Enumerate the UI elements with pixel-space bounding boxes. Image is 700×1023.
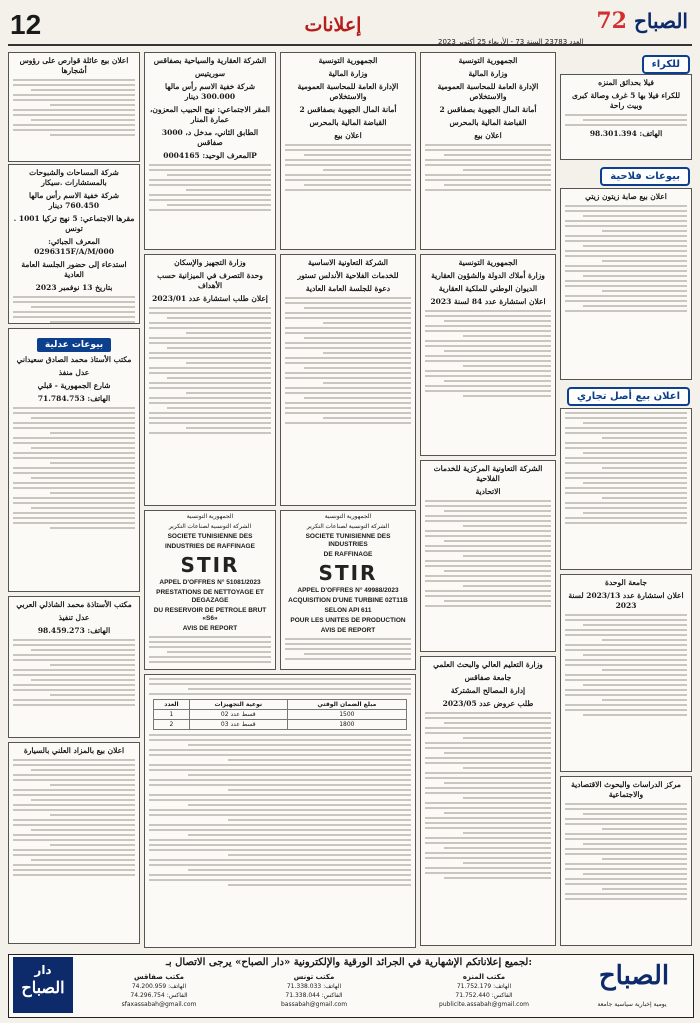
ad-line: المقر الاجتماعي: نهج الحبيب المعزون، عمارة المنار [150, 105, 270, 124]
page-header [8, 8, 692, 46]
ad-line: الاتحادية [475, 487, 501, 496]
ad-line: سوريتيس [195, 69, 225, 78]
ad-line: الشركة التونسية لصناعات التكرير [168, 524, 252, 530]
table-cell: 1 [154, 710, 190, 720]
ad-line: إدارة المصالح المشتركة [450, 686, 526, 695]
ad-line: الإدارة العامة للمحاسبة العمومية والاستخلاص [437, 82, 539, 101]
badge-line: دار [34, 963, 52, 977]
ad-line: وحدة التصرف في الميزانية حسب الأهداف [157, 271, 263, 290]
ad-stir-tender-2 [280, 510, 416, 670]
office-title: مكتب المنزه [462, 973, 506, 981]
ad-line: عدل منفذ [58, 368, 90, 377]
ad-line: أمانة المال الجهوية بصفاقس 2 [439, 105, 537, 114]
ad-line: دعوة للجلسة العامة العادية [305, 284, 391, 293]
office-email[interactable]: publicite.assabah@gmail.com [439, 1001, 529, 1008]
ad-line: وزارة التجهيز والإسكان [174, 258, 246, 267]
ad-line: اعلان استشارة عدد 84 لسنة 2023 [430, 297, 546, 306]
ad-line: المعرف الجبائي: 0296315F/A/M/000 [34, 237, 114, 256]
ad-line: القباضة المالية بالمحرس [309, 118, 387, 127]
ad-line: فيلا بحدائق المنزه [598, 78, 654, 87]
ad-car-auction [8, 742, 140, 944]
ad-line: DU RESERVOIR DE PETROLE BRUT «S6» [153, 607, 267, 622]
ad-line: للكراء فيلا بها 5 غرف وصالة كبرى وبيت راحة [572, 91, 680, 110]
ad-line: الجمهورية التونسية [186, 514, 234, 520]
ad-wahda-university [560, 574, 692, 772]
ad-finance-sale-2 [420, 52, 556, 250]
logo-text: الصباح [633, 9, 688, 33]
section-title: إعلانات [304, 15, 362, 36]
table-row [154, 710, 407, 720]
office-title: مكتب صفاقس [133, 973, 185, 981]
ad-line: اعلان بيع [334, 131, 362, 140]
ad-line: APPEL D'OFFRES N° 49988/2023 [297, 587, 399, 594]
ad-line: بتاريخ 13 نوفمبر 2023 [35, 283, 113, 292]
ad-line: الطابق الثاني، مدخل د، 3000 صفاقس [161, 128, 259, 147]
ad-line: الجمهورية التونسية [324, 514, 372, 520]
ad-line: وزارة التعليم العالي والبحث العلمي [433, 660, 543, 669]
ad-line: شركة خفية الاسم رأس مالها 300.000 دينار [165, 82, 255, 101]
column-4 [420, 52, 556, 870]
ad-business-sale [560, 408, 692, 570]
ad-line: DE RAFFINAGE [323, 551, 373, 558]
ad-line: APPEL D'OFFRES N° 51081/2023 [159, 579, 261, 586]
ad-line: الديوان الوطني للملكية العقارية [438, 284, 538, 293]
ad-research-center [560, 776, 692, 946]
office-phone: الهاتف: 71.752.179 [456, 983, 512, 990]
ad-line: الشركة التونسية لصناعات التكرير [306, 524, 390, 530]
ad-line: للخدمات الفلاحية الأندلس تستور [297, 271, 399, 280]
section-tag: بيوعات عدلية [37, 338, 111, 352]
column-5 [560, 52, 692, 870]
ad-central-cooperative [420, 460, 556, 652]
section-tag: اعلان بيع أصل تجاري [567, 387, 690, 406]
ad-line: اعلان بيع بالمزاد العلني بالسيارة [23, 746, 125, 755]
ad-line: القباضة المالية بالمحرس [449, 118, 527, 127]
office-phone: الهاتف: 71.338.033 [286, 983, 342, 990]
ad-line: وزارة أملاك الدولة والشؤون العقارية [431, 271, 545, 280]
ad-line: جامعة صفاقس [464, 673, 512, 682]
ad-land-registry [420, 254, 556, 456]
ad-line: مكتب الأستاذة محمد الشاذلي العربي [16, 600, 132, 609]
issue-line: العدد 23783 السنة 73 - الأربعاء 25 أكتوبر 2023 [438, 38, 584, 46]
ad-bailiff-notice [8, 596, 140, 738]
table-cell: 2 [154, 720, 190, 730]
table-cell: 1800 [287, 720, 406, 730]
dar-assabah-badge [13, 957, 73, 1013]
table-cell: قسط عدد 03 [189, 720, 287, 730]
ad-equipment-ministry [144, 254, 276, 506]
ad-line: الهاتف: 98.459.273 [37, 626, 111, 635]
ad-line: PRESTATIONS DE NETTOYAGE ET DEGAZAGE [156, 589, 264, 604]
ad-citrus-sale [8, 52, 140, 162]
office-email[interactable]: sfaxassabah@gmail.com [121, 1001, 197, 1008]
ad-line: الهاتف: 98.301.394 [589, 129, 663, 138]
ad-subtitle: شركة خفية الاسم رأس مالها 760.450 دينار [29, 191, 119, 210]
office-fax: الفاكس: 71.752.440 [455, 992, 513, 999]
ad-line: شارع الجمهورية - قبلي [37, 381, 111, 390]
office-title: مكتب تونس [293, 973, 335, 981]
ad-line: عدل تنفيذ [58, 613, 90, 622]
stir-logo-icon: STIR [180, 553, 240, 577]
office-tunis [239, 973, 389, 1009]
table-header: نوعية التجهيزات [189, 700, 287, 710]
ad-line: اعلان استشارة عدد 2023/13 لسنة 2023 [568, 591, 684, 610]
ad-line: الجمهورية التونسية [458, 56, 518, 65]
table-cell: 1500 [287, 710, 406, 720]
ad-line: وزارة المالية [468, 69, 508, 78]
ad-line: جامعة الوحدة [605, 578, 647, 587]
masthead-logo [583, 8, 688, 38]
ad-line: مقرها الاجتماعي: 5 نهج تركيا 1001 . تونس [13, 214, 135, 233]
ad-line: الشركة التعاونية الاساسية [307, 258, 389, 267]
table-cell: قسط عدد 02 [189, 710, 287, 720]
ad-sfax-university [420, 656, 556, 946]
section-tag: بيوعات فلاحية [600, 167, 690, 186]
ad-line: الشركة العقارية والسياحية بصفاقس [153, 56, 267, 65]
office-sfax [89, 973, 229, 1009]
ad-line: مركز الدراسات والبحوث الاقتصادية والاجتماعية [571, 780, 681, 799]
ad-line: مكتب الأستاذ محمد الصادق سعيداني [16, 355, 132, 364]
ad-line: الإدارة العامة للمحاسبة العمومية والاستخلاص [297, 82, 399, 101]
ad-line: وزارة المالية [328, 69, 368, 78]
ad-title: اعلان بيع عائلة قوارص على رؤوس أشجارها [19, 56, 129, 75]
table-header: مبلغ الضمان الوقتي [287, 700, 406, 710]
ad-line: أمانة المال الجهوية بصفاقس 2 [299, 105, 397, 114]
page-number: 12 [10, 9, 42, 40]
ad-line: إعلان طلب استشارة عدد 2023/01 [152, 294, 268, 303]
footer-headline: لجميع إعلاناتكم الإشهارية في الجرائد الورقية والإلكترونية «دار الصباح» يرجى الاتصال بـ: [165, 957, 533, 968]
ad-sikar-meeting [8, 164, 140, 324]
ad-title: شركة المساحات والشبوحات بالمستشارات .سيكار [29, 168, 119, 187]
ad-cooperative-meeting [280, 254, 416, 506]
ad-olive-sale [560, 188, 692, 380]
ad-procurement-table [144, 674, 416, 948]
office-menzah [399, 973, 569, 1009]
footer-logo: الصباح [598, 961, 670, 991]
footer-logo-subtitle: يومية إخبارية سياسية جامعة [597, 1001, 667, 1008]
office-fax: الفاكس: 74.296.754 [130, 992, 188, 999]
ad-judicial-sales [8, 328, 140, 592]
column-1 [8, 52, 140, 870]
logo-number: 72 [596, 8, 627, 34]
ad-line: INDUSTRIES DE RAFFINAGE [165, 543, 255, 550]
ad-line: طلب عروض عدد 2023/05 [442, 699, 534, 708]
ad-stir-tender-1 [144, 510, 276, 670]
guarantee-table [153, 699, 407, 730]
ad-line: الشركة التعاونية المركزية للخدمات الفلاحية [433, 464, 543, 483]
section-tag: للكراء [642, 55, 690, 74]
ad-line: SOCIETE TUNISIENNE DES [167, 533, 253, 540]
ad-line: اعلان بيع [474, 131, 502, 140]
ad-line: المعرف الوحيد: 0004165P [163, 151, 257, 160]
ad-villa-rent [560, 74, 692, 160]
ad-line: ACQUISITION D'UNE TURBINE 02T11B [288, 597, 408, 604]
footer-contact-bar [8, 954, 694, 1018]
ad-line: الهاتف: 71.784.753 [37, 394, 111, 403]
office-email[interactable]: bassabah@gmail.com [280, 1001, 348, 1008]
ad-line: SELON API 611 [324, 607, 372, 614]
badge-line: الصباح [21, 978, 65, 997]
ad-line: AVIS DE REPORT [182, 625, 238, 632]
ad-line: استدعاء إلى حضور الجلسة العامة العادية [21, 260, 127, 279]
ad-line: SOCIETE TUNISIENNE DES INDUSTRIES [305, 533, 391, 548]
office-fax: الفاكس: 71.338.044 [285, 992, 343, 999]
ad-line: اعلان بيع صابة زيتون زيتي [585, 192, 667, 201]
ad-finance-sale-1 [280, 52, 416, 250]
ad-line: الجمهورية التونسية [458, 258, 518, 267]
ad-line: AVIS DE REPORT [320, 627, 376, 634]
ad-line: POUR LES UNITES DE PRODUCTION [290, 617, 406, 624]
ad-line: الجمهورية التونسية [318, 56, 378, 65]
table-header: العدد [154, 700, 190, 710]
table-row [154, 720, 407, 730]
office-phone: الهاتف: 74.200.959 [131, 983, 187, 990]
stir-logo-icon: STIR [318, 561, 378, 585]
ad-soritis [144, 52, 276, 250]
